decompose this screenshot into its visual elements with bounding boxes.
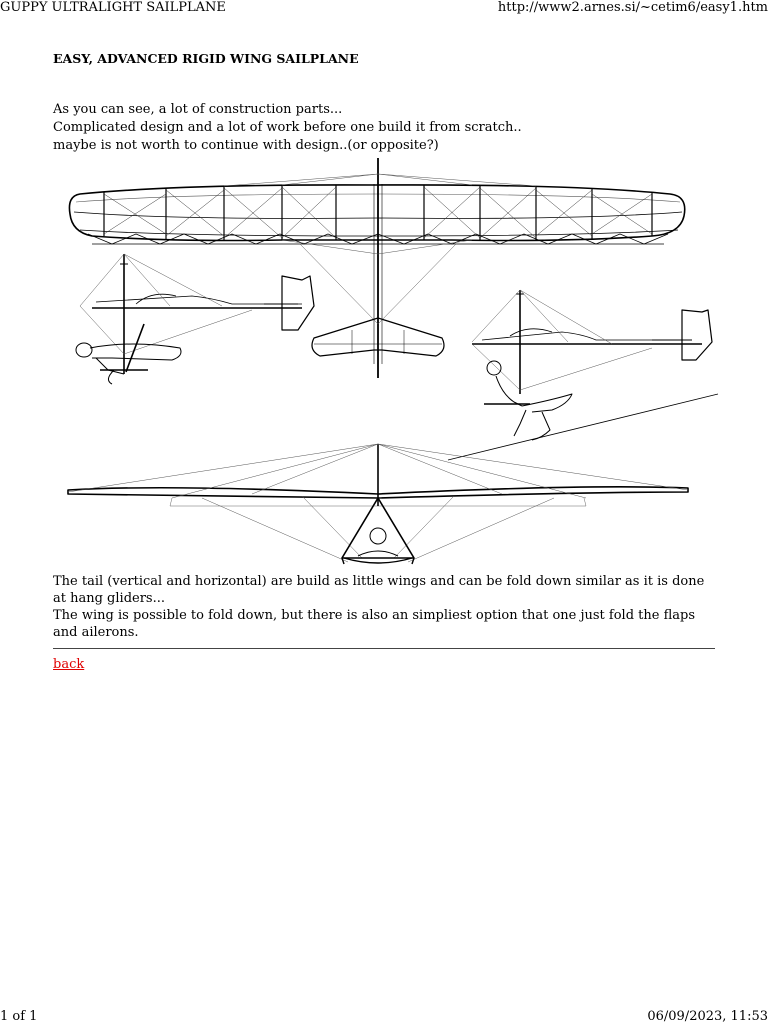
print-header-title: GUPPY ULTRALIGHT SAILPLANE — [0, 0, 226, 15]
back-link[interactable]: back — [53, 657, 85, 672]
front-view — [68, 444, 688, 564]
horizontal-divider — [53, 648, 715, 649]
intro-line: maybe is not worth to continue with design..(or opposite?) — [53, 138, 439, 153]
print-footer-page-count: 1 of 1 — [0, 1009, 38, 1024]
description-paragraph: The wing is possible to fold down, but there is also an simpliest option that one just fold the flaps and ailerons. — [53, 608, 696, 640]
wing-top-view — [69, 158, 684, 378]
page-title: EASY, ADVANCED RIGID WING SAILPLANE — [53, 51, 359, 66]
description-paragraph: The tail (vertical and horizontal) are build as little wings and can be fold down similar as it is done at hang gliders... — [53, 574, 705, 606]
intro-line: Complicated design and a lot of work before one build it from scratch.. — [53, 120, 522, 135]
sailplane-drawing — [52, 154, 720, 574]
print-footer-timestamp: 06/09/2023, 11:53 — [647, 1009, 768, 1024]
description-text — [53, 573, 713, 641]
print-header-url: http://www2.arnes.si/~cetim6/easy1.htm — [497, 0, 768, 15]
side-view-left — [76, 254, 314, 384]
intro-text — [53, 101, 733, 155]
side-view-right — [448, 290, 718, 460]
intro-line: As you can see, a lot of construction parts... — [53, 102, 343, 117]
